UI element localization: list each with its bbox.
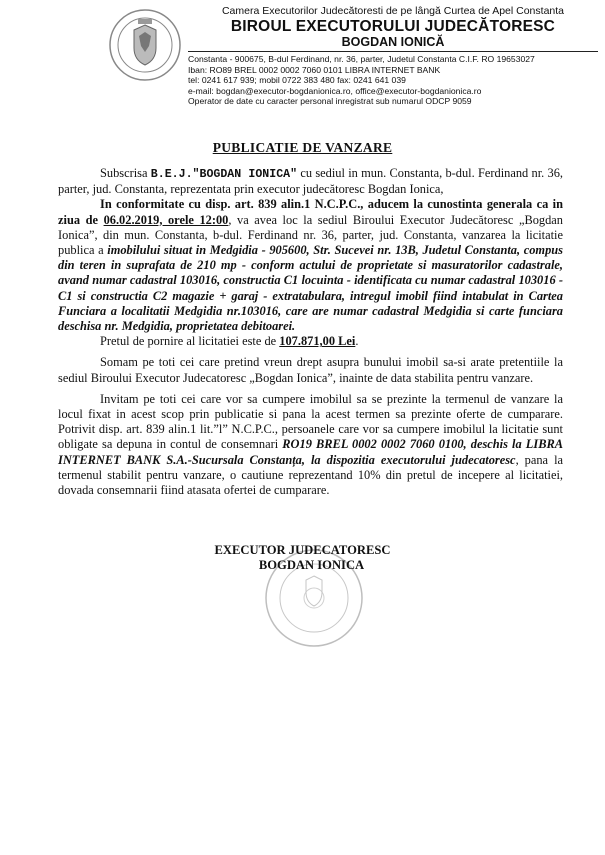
paragraph-invitation: Invitam pe toti cei care vor sa cumpere imobilul sa se prezinte la termenul de vanzare la locul fixat in acest scop prin publicatie si pana la acest termen sa prezinte oferte de cumparare. Potrivit disp. art. 839 alin.1 lit.”l” N.C.P.C., persoanele care vor sa cumpere imobilul la licitatie sunt obligate sa depuna in contul de consemnari RO19 BREL 0002 0002 7060 0100, deschis la LIBRA INTERNET BANK S.A.-Sucursala Constanța, la dispozitia executorului judecatoresc, pana la termenul stabilit pentru vanzare, o cautiune reprezentand 10% din pretul de incepere al licitatiei, dovada consemnarii fiind atasata ofertei de cumparare.: [58, 391, 564, 498]
email-line: e-mail: bogdan@executor-bogdanionica.ro, office@executor-bogdanionica.ro: [188, 85, 482, 96]
page-title: PUBLICATIE DE VANZARE: [212, 140, 393, 155]
legal-reference: In conformitate cu disp. art. 839 alin.1 N.C.P.C., aducem la cunostinta generala ca in ziua de: [58, 197, 563, 227]
auction-date: 06.02.2019, orele 12:00: [103, 212, 229, 227]
iban-line: Iban: RO89 BREL 0002 0002 7060 0101 LIBRA INTERNET BANK: [188, 64, 441, 75]
phone-line: tel: 0241 617 939; mobil 0722 383 480 fax: 0241 641 039: [188, 75, 406, 86]
bailiff-name: BOGDAN IONICĂ: [341, 35, 445, 49]
coat-of-arms-icon: [108, 8, 182, 82]
header-divider: [188, 51, 598, 52]
deposit-account: RO19 BREL 0002 0002 7060 0100, deschis la LIBRA INTERNET BANK S.A.-Sucursala Constanța, la dispozitia executorului judecatoresc: [58, 437, 563, 467]
signature-name: BOGDAN IONICA: [258, 558, 365, 572]
letterhead: [0, 0, 605, 118]
signature-block: [0, 543, 605, 573]
paragraph-auction: In conformitate cu disp. art. 839 alin.1 N.C.P.C., aducem la cunostinta generala ca in ziua de 06.02.2019, orele 12:00, va avea loc la sediul Biroului Executor Judecătoresc „Bogdan Ionica”, din mun. Constanta, b-dul. Ferdinand nr. 36, parter, jud. Constanta, vanzarea la licitatie publica a imobilului situat in Medgidia - 905600, Str. Sucevei nr. 13B, Judetul Constanta, compus din teren in suprafata de 210 mp - conform actului de proprietate si masuratorilor cadastrale, avand numar cadastral 103016, constructia C1 locuinta - identificata cu numar cadastral 103016 - C1 si constructia C2 magazie + garaj - extratabulara, intregul imobil fiind intabulat in Cartea Funciara a localitatii Medgidia nr.103016, care are numar cadastral Medgidia si carte funciara deschisa nr. Medgidia, proprietatea debitoarei.: [58, 197, 563, 334]
property-description: imobilului situat in Medgidia - 905600, Str. Sucevei nr. 13B, Judetul Constanta, compus din teren in suprafata de 210 mp - conform actului de proprietate si masuratorilor cadastrale, avand numar cadastral 103016, constructia C1 locuinta - identificata cu numar cadastral 103016 - C1 si constructia C2 magazie + garaj - extratabulara, intregul imobil fiind intabulat in Cartea Funciara a localitatii Medgidia nr.103016, care are numar cadastral Medgidia si carte funciara deschisa nr. Medgidia, proprietatea debitoarei.: [58, 243, 563, 334]
document-body: [58, 166, 563, 498]
chamber-line: Camera Executorilor Judecătoresti de pe lângă Curtea de Apel Constanta: [221, 5, 565, 17]
starting-price: 107.871,00 Lei: [279, 334, 356, 349]
paragraph-summons: Somam pe toti cei care pretind vreun drept asupra bunului imobil sa-si arate pretentiile la sediul Biroului Executor Judecatoresc „Bogdan Ionica”, inainte de data stabilita pentru vanzare.: [58, 355, 563, 385]
address-line: Constanta - 900675, B-dul Ferdinand, nr. 36, parter, Judetul Constanta C.I.F. RO 19653027: [188, 54, 535, 64]
bej-name: B.E.J."BOGDAN IONICA": [150, 168, 298, 181]
paragraph-intro: Subscrisa B.E.J."BOGDAN IONICA" cu sediul in mun. Constanta, b-dul. Ferdinand nr. 36, parter, jud. Constanta, reprezentata prin executor judecătoresc Bogdan Ionica,: [58, 166, 564, 197]
office-title: BIROUL EXECUTORULUI JUDECĂTORESC: [230, 18, 556, 35]
paragraph-price: Pretul de pornire al licitatiei este de 107.871,00 Lei.: [100, 334, 359, 349]
operator-line: Operator de date cu caracter personal inregistrat sub numarul ODCP 9059: [188, 96, 472, 107]
signature-role: EXECUTOR JUDECATORESC: [214, 543, 391, 557]
